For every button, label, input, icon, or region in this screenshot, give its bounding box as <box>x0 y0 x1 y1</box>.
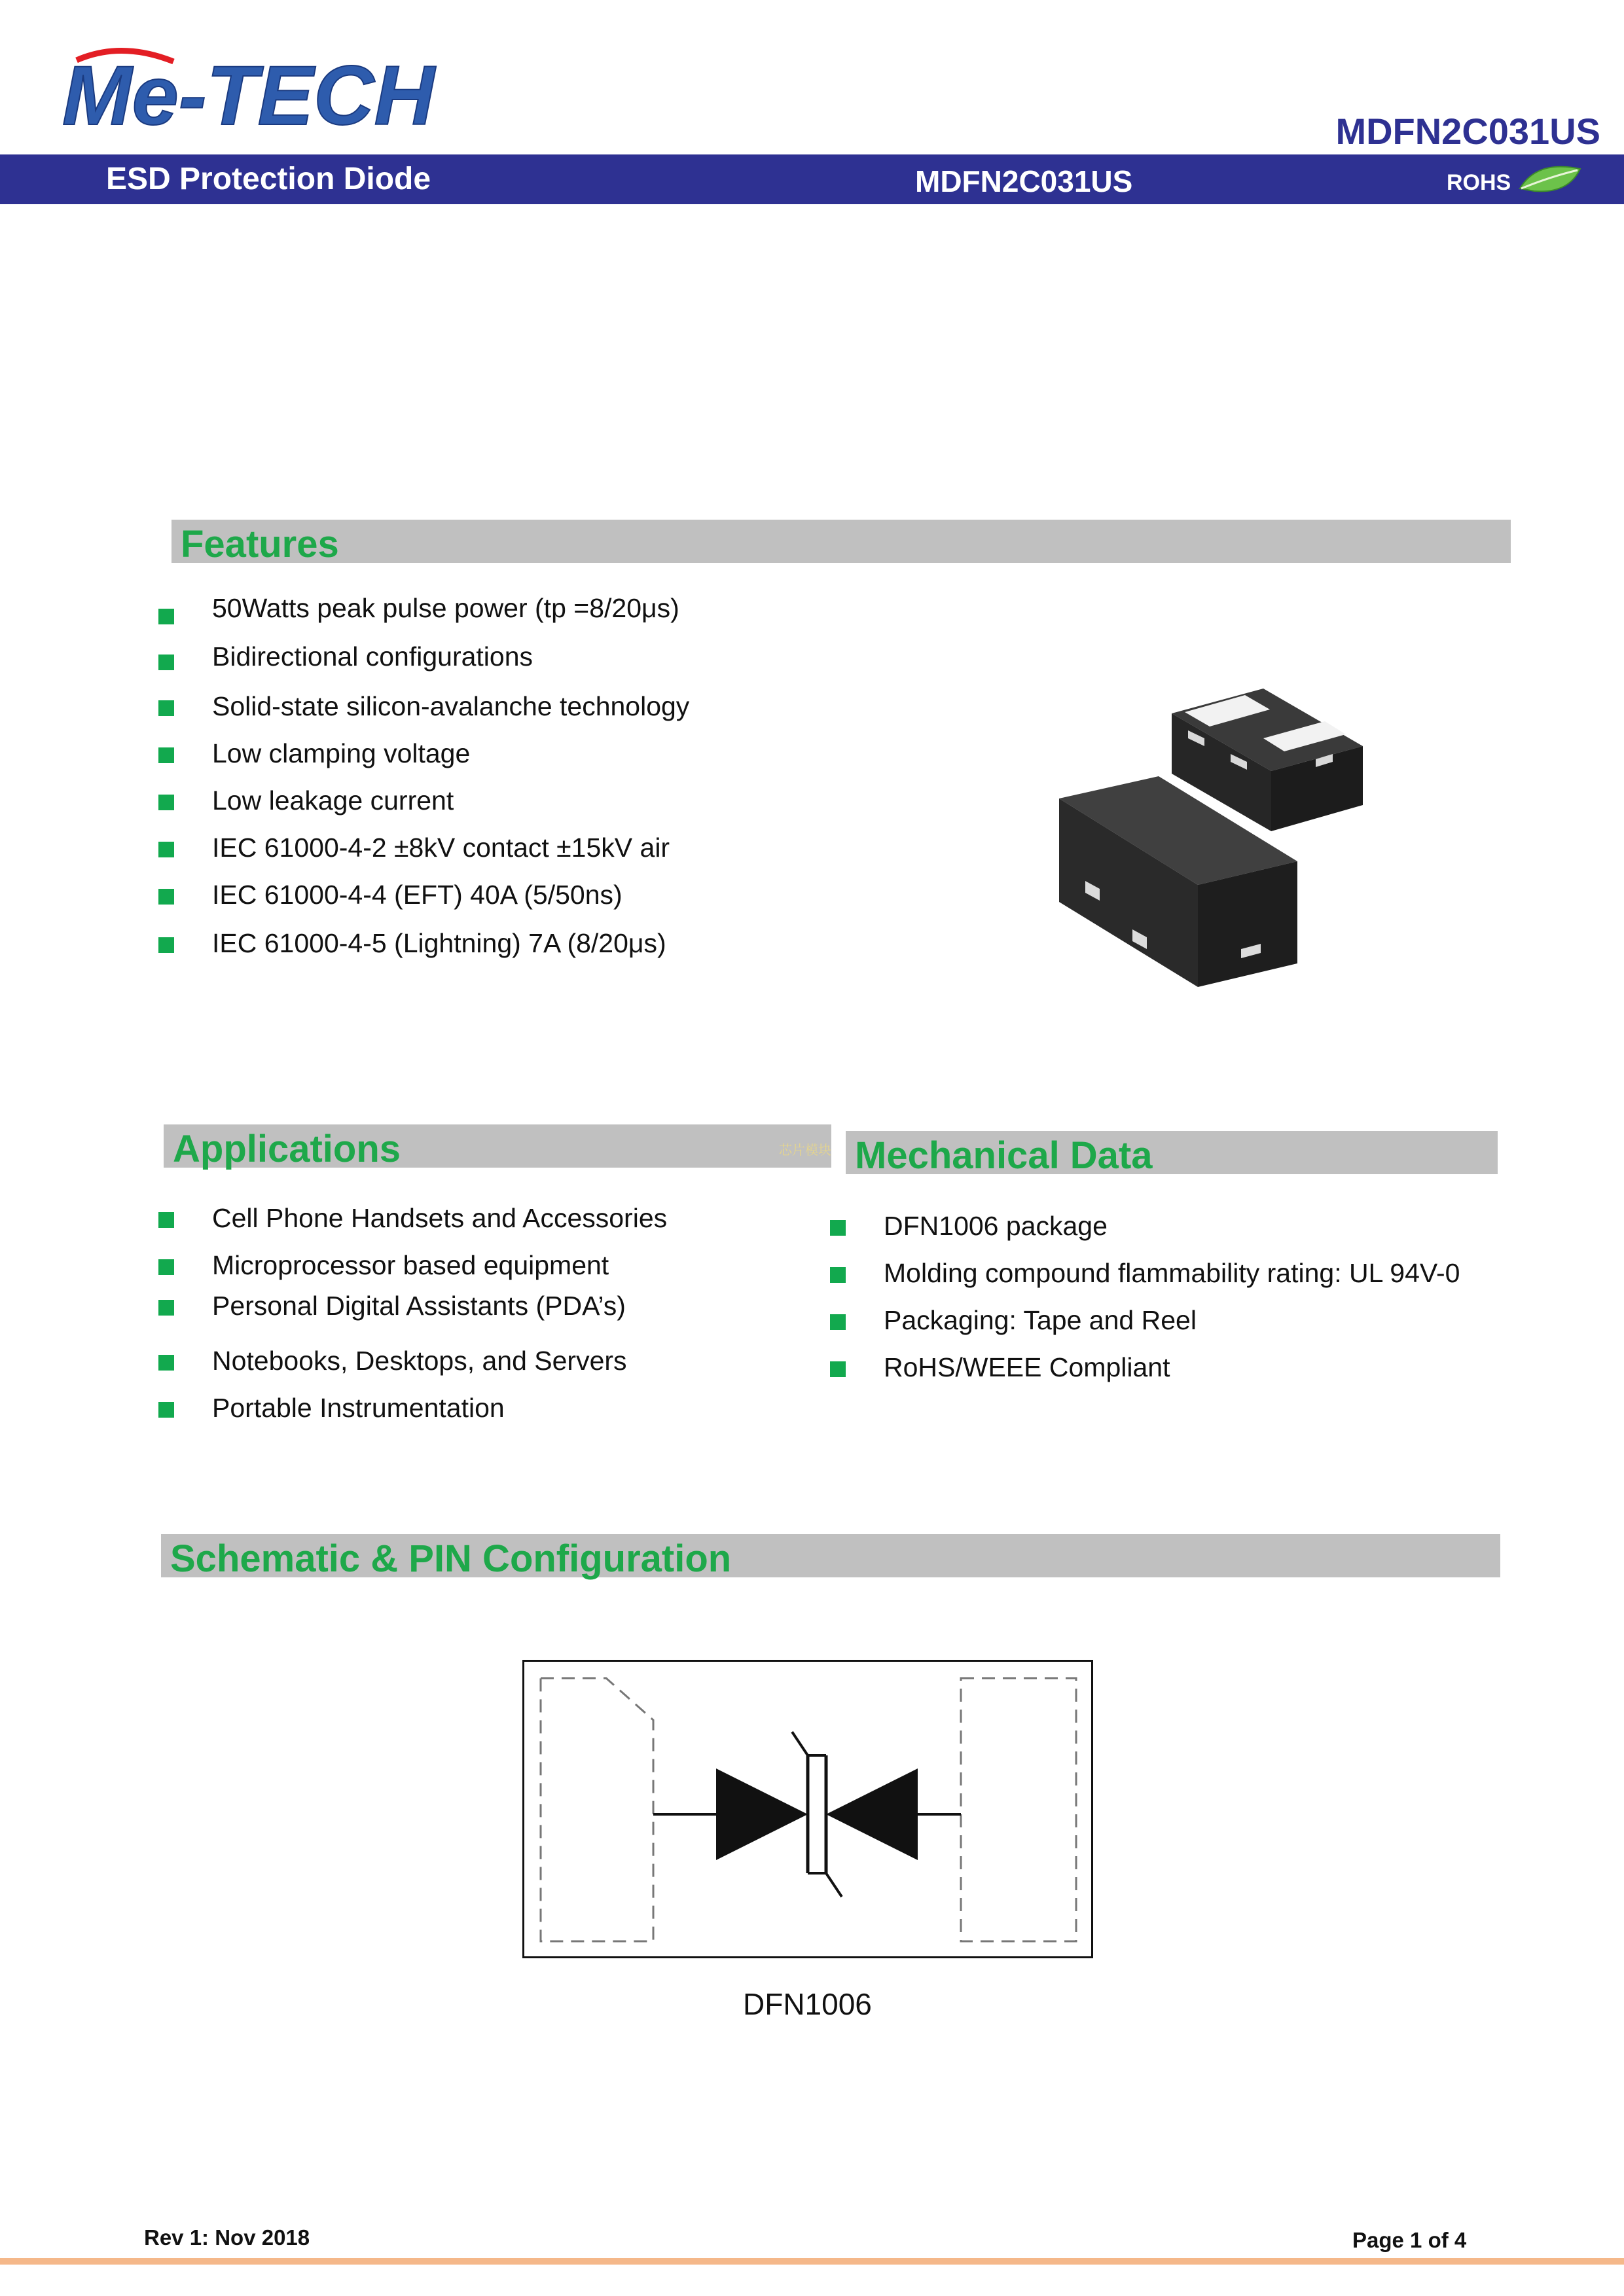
leaf-icon <box>1517 162 1583 195</box>
schematic-header <box>161 1534 1500 1580</box>
package-label: DFN1006 <box>743 1987 872 2021</box>
applications-header <box>164 1124 831 1168</box>
mechanical-heading: Mechanical Data <box>855 1134 1153 1177</box>
mechanical-header <box>846 1131 1498 1177</box>
schematic-diagram <box>522 1660 1093 1958</box>
document-title: ESD Protection Diode <box>106 162 431 196</box>
part-number-top: MDFN2C031US <box>1335 111 1600 152</box>
me-tech-logo <box>62 47 435 145</box>
header-bar <box>0 154 1624 204</box>
dfn1006-package-illustration <box>1041 668 1381 995</box>
schematic-heading: Schematic & PIN Configuration <box>170 1537 732 1580</box>
applications-heading: Applications <box>173 1128 401 1170</box>
brand-wordmark: Me-TECH <box>62 49 435 143</box>
revision-text: Rev 1: Nov 2018 <box>144 2225 310 2250</box>
bar-part-number: MDFN2C031US <box>915 164 1133 198</box>
page-number: Page 1 of 4 <box>1352 2228 1467 2252</box>
rohs-label: ROHS <box>1447 170 1511 195</box>
watermark-text: 芯片模块 <box>779 1143 831 1158</box>
footer-divider <box>0 2258 1624 2265</box>
features-header <box>171 520 1511 563</box>
features-heading: Features <box>181 523 339 565</box>
